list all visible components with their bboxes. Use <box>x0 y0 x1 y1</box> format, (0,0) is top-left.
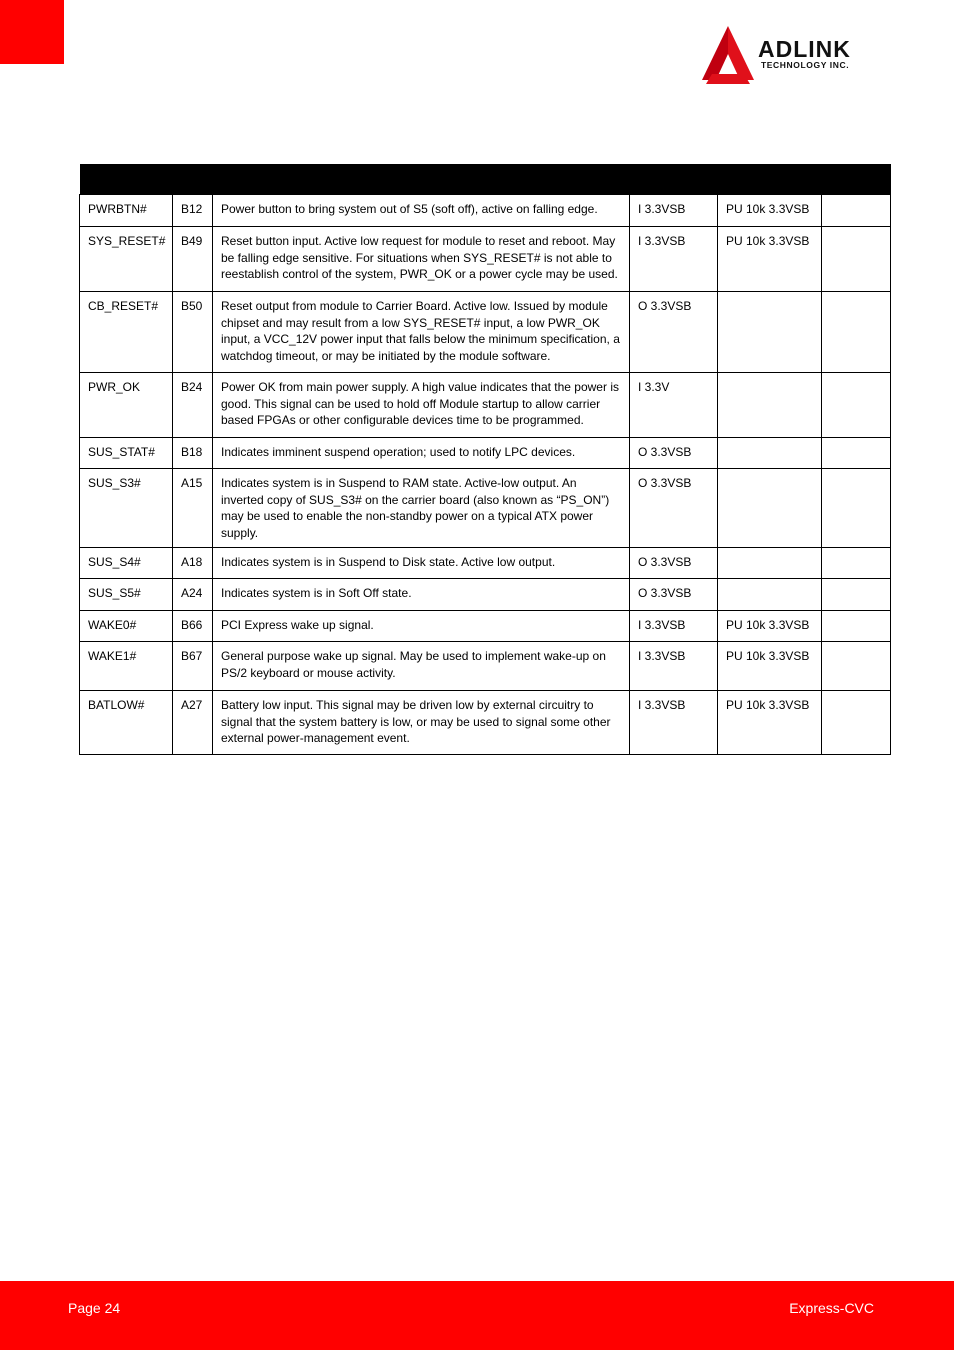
signal-name: WAKE0# <box>80 611 173 642</box>
signal-name: PWR_OK <box>80 373 173 438</box>
table-row <box>80 642 891 691</box>
table-row <box>80 469 891 548</box>
io-type: I 3.3VSB <box>630 227 718 292</box>
signal-name: WAKE1# <box>80 642 173 691</box>
io-type: O 3.3VSB <box>630 548 718 579</box>
corner-accent-block <box>0 0 64 64</box>
io-type: O 3.3VSB <box>630 579 718 611</box>
comment <box>822 227 891 292</box>
header-pin <box>173 164 213 195</box>
signal-description: Indicates system is in Soft Off state. <box>213 579 630 611</box>
io-type: I 3.3VSB <box>630 195 718 227</box>
signal-description: Reset output from module to Carrier Board. Active low. Issued by module chipset and may result from a low SYS_RESET# input, a low PWR_OK input, a VCC_12V power input that falls below the minimum specification, a watchdog timeout, or may be initiated by the module software. <box>213 292 630 373</box>
signal-description: Indicates system is in Suspend to RAM state. Active-low output. An inverted copy of SUS_S3# on the carrier board (also known as “PS_ON”) may be used to enable the non-standby power on a typical ATX power supply. <box>213 469 630 548</box>
comment <box>822 292 891 373</box>
pull-up-down <box>718 579 822 611</box>
comment <box>822 579 891 611</box>
io-type: I 3.3VSB <box>630 642 718 691</box>
signal-name: SUS_S4# <box>80 548 173 579</box>
table-row <box>80 195 891 227</box>
io-type: I 3.3VSB <box>630 611 718 642</box>
signal-name: CB_RESET# <box>80 292 173 373</box>
signal-name: PWRBTN# <box>80 195 173 227</box>
comment <box>822 611 891 642</box>
header-signal <box>80 164 173 195</box>
pull-up-down <box>718 438 822 469</box>
pull-up-down: PU 10k 3.3VSB <box>718 227 822 292</box>
table-row <box>80 611 891 642</box>
comment <box>822 642 891 691</box>
table-row <box>80 373 891 438</box>
table-row <box>80 548 891 579</box>
pin-number: A27 <box>173 691 213 755</box>
signal-description: Indicates imminent suspend operation; used to notify LPC devices. <box>213 438 630 469</box>
signal-description: General purpose wake up signal. May be used to implement wake-up on PS/2 keyboard or mouse activity. <box>213 642 630 691</box>
table-row <box>80 579 891 611</box>
pin-number: B24 <box>173 373 213 438</box>
pin-number: A15 <box>173 469 213 548</box>
signal-name: SUS_S3# <box>80 469 173 548</box>
comment <box>822 438 891 469</box>
signal-name: SUS_S5# <box>80 579 173 611</box>
pin-number: B49 <box>173 227 213 292</box>
table-row <box>80 691 891 755</box>
pin-number: B50 <box>173 292 213 373</box>
pin-number: B18 <box>173 438 213 469</box>
signal-description: Indicates system is in Suspend to Disk state. Active low output. <box>213 548 630 579</box>
comment <box>822 373 891 438</box>
pull-up-down: PU 10k 3.3VSB <box>718 691 822 755</box>
page-footer <box>0 1281 954 1350</box>
table-row <box>80 292 891 373</box>
logo-tagline: TECHNOLOGY INC. <box>761 60 850 70</box>
table-row <box>80 438 891 469</box>
pull-up-down <box>718 469 822 548</box>
pull-up-down: PU 10k 3.3VSB <box>718 642 822 691</box>
io-type: O 3.3VSB <box>630 438 718 469</box>
io-type: I 3.3VSB <box>630 691 718 755</box>
page-number: Page 24 <box>68 1300 121 1316</box>
io-type: O 3.3VSB <box>630 292 718 373</box>
pin-number: A24 <box>173 579 213 611</box>
pull-up-down: PU 10k 3.3VSB <box>718 195 822 227</box>
signal-table <box>79 164 891 755</box>
signal-description: Battery low input. This signal may be driven low by external circuitry to signal that the system battery is low, or may be used to signal some other external power-management event. <box>213 691 630 755</box>
header-pu-pd <box>718 164 822 195</box>
pin-number: B12 <box>173 195 213 227</box>
logo-wordmark: ADLINK <box>758 36 851 62</box>
signal-name: BATLOW# <box>80 691 173 755</box>
header-description <box>213 164 630 195</box>
pull-up-down <box>718 548 822 579</box>
comment <box>822 691 891 755</box>
header-comment <box>822 164 891 195</box>
io-type: I 3.3V <box>630 373 718 438</box>
comment <box>822 195 891 227</box>
pull-up-down <box>718 373 822 438</box>
signal-description: Reset button input. Active low request for module to reset and reboot. May be falling edge sensitive. For situations when SYS_RESET# is not able to reestablish control of the system, PWR_OK or a power cycle may be used. <box>213 227 630 292</box>
io-type: O 3.3VSB <box>630 469 718 548</box>
pull-up-down <box>718 292 822 373</box>
comment <box>822 469 891 548</box>
pin-number: B67 <box>173 642 213 691</box>
company-logo <box>700 24 890 86</box>
signal-name: SUS_STAT# <box>80 438 173 469</box>
signal-description: Power button to bring system out of S5 (soft off), active on falling edge. <box>213 195 630 227</box>
logo-triangle-icon <box>700 24 758 86</box>
table-row <box>80 227 891 292</box>
header-io <box>630 164 718 195</box>
product-name: Express-CVC <box>789 1300 874 1316</box>
pin-number: A18 <box>173 548 213 579</box>
pin-number: B66 <box>173 611 213 642</box>
signal-description: PCI Express wake up signal. <box>213 611 630 642</box>
pull-up-down: PU 10k 3.3VSB <box>718 611 822 642</box>
table-header-row <box>80 164 891 195</box>
signal-name: SYS_RESET# <box>80 227 173 292</box>
signal-description: Power OK from main power supply. A high value indicates that the power is good. This signal can be used to hold off Module startup to allow carrier based FPGAs or other configurable devices time to be programmed. <box>213 373 630 438</box>
comment <box>822 548 891 579</box>
